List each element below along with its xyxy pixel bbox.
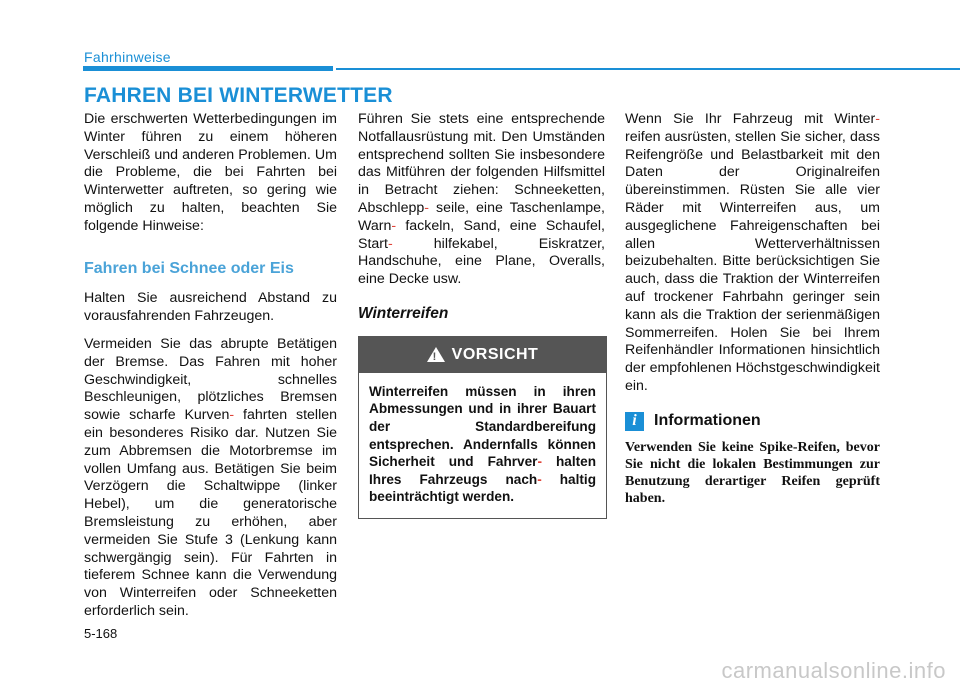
distance-paragraph: Halten Sie ausreichend Abstand zu vorausfahrenden Fahrzeugen. [84,290,337,325]
braking-text-a: Vermeiden Sie das abrupte Betätigen der Bremse. Das Fahren mit hoher Geschwindigkeit, schnelles Beschleunigen, plötzliches Bremsen sowie scharfe Kurven [84,335,337,424]
page-title: FAHREN BEI WINTERWETTER [84,84,393,107]
subheading-snow-ice: Fahren bei Schnee oder Eis [84,259,294,277]
warning-text-a: Winterreifen müssen in ihren Abmessungen und in ihrer Bauart der Standardbereifung entsprechen. Andernfalls können Sicherheit und Fahrver [369,383,596,470]
braking-paragraph [84,336,337,621]
hyphen-mark: - [229,407,235,424]
hyphen-mark: - [537,471,542,487]
tire-text-b: reifen ausrüsten, stellen Sie sicher, dass Reifengröße und Belastbarkeit mit den Daten der Originalreifen übereinstimmen. Rüsten Sie alle vier Räder mit Winterreifen aus, um ausgeglichene Fahreigenschaften bei allen Wetterverhältnissen beizubehalten. Bitte berücksichtigen Sie auch, dass die Traktion der Winterreifen auf trockener Fahrbahn geringer sein kann als die Traktion der serienmäßigen Sommerreifen. Holen Sie bei Ihrem Reifenhändler Informationen hinsichtlich der empfohlenen Höchstgeschwindigkeit ein. [625,128,880,394]
info-title: Informationen [654,412,761,430]
intro-paragraph: Die erschwerten Wetterbedingungen im Winter führen zu einem höheren Verschleiß und anderen Problemen. Um die Probleme, die bei Fahrten bei Winterwetter auftreten, so gering wie möglich zu halten, beachten Sie folgende Hinweise: [84,111,337,234]
equipment-text-c: fackeln, Sand, eine Schaufel, Start [358,217,605,252]
tire-text-a: Wenn Sie Ihr Fahrzeug mit Winter [625,111,876,127]
braking-text-b: fahrten stellen ein besonderes Risiko dar. Nutzen Sie zum Abbremsen die Motorbremse im vollen Umfang aus. Betätigen Sie beim Verzögern die Schaltwippe (linker Hebel), um die generatorische Bremsleistung zu erhöhen, aber vermeiden Sie Stufe 3 (Lenkung kann schwergängig sein). Für Fahrten in tieferem Schnee kann die Verwendung von Winterreifen oder Schneeketten erforderlich sein. [84,407,338,619]
equipment-text-b: seile, eine Taschenlampe, Warn [358,199,605,234]
column-middle [358,111,605,519]
column-right [625,111,880,517]
warning-text-c: haltig beeinträchtigt werden. [369,471,596,505]
header-rule-thin [336,68,960,70]
subheading-winter-tires: Winterreifen [358,304,449,322]
watermark: carmanualsonline.info [721,658,946,683]
warning-triangle-icon [427,347,445,362]
hyphen-mark: - [424,199,429,216]
warning-box [358,336,607,519]
page-number: 5-168 [84,626,118,641]
hyphen-mark: - [875,111,880,127]
column-left [84,111,337,631]
equipment-paragraph [358,111,605,289]
warning-label: VORSICHT [451,345,539,363]
header-rule-thick [83,66,333,71]
hyphen-mark: - [537,454,542,470]
warning-body [359,373,606,518]
equipment-text-d: hilfekabel, Eiskratzer, Handschuhe, eine Plane, Overalls, eine Decke usw. [358,235,605,288]
hyphen-mark: - [391,217,397,234]
info-icon: i [625,412,644,431]
warning-header [359,337,606,373]
warning-text-b: halten Ihres Fahrzeugs nach [369,454,597,487]
info-header [625,412,880,431]
section-label: Fahrhinweise [84,49,171,65]
tire-fitting-paragraph [625,111,880,396]
equipment-text-a: Führen Sie stets eine entsprechende Notfallausrüstung mit. Den Umständen entsprechend sollten Sie insbesondere das Mitführen der folgenden Hilfsmittel in Betracht ziehen: Schneeketten, Abschlepp [358,111,605,216]
info-body: Verwenden Sie keine Spike-Reifen, bevor Sie nicht die lokalen Bestimmungen zur Benutzung derartiger Reifen geprüft haben. [625,439,880,506]
hyphen-mark: - [387,235,393,252]
